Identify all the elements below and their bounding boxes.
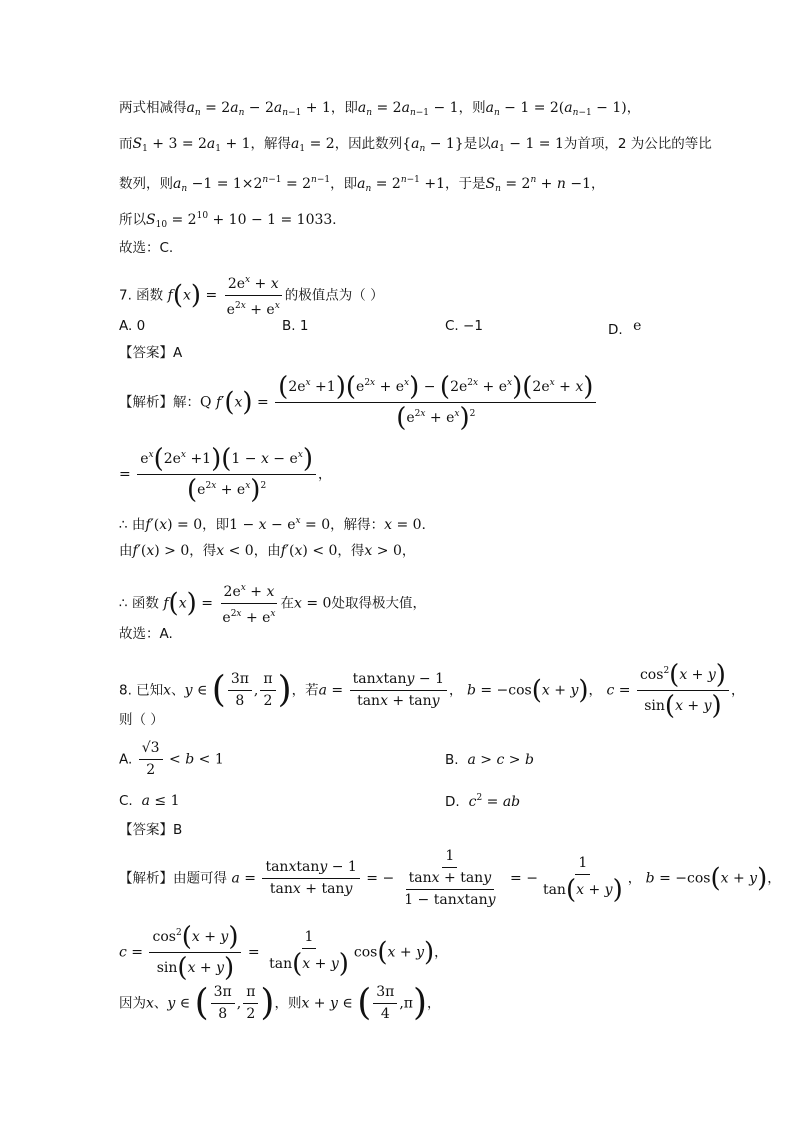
answer-q6: 故选：C. <box>119 240 174 256</box>
q8-range-line: 因为x、y ∈ ( $\frac{3\pi}{8}$ , $\frac{\pi}{2}$ )，则x + y ∈ ( $\frac{3\pi}{4}$ ,π)， <box>119 982 441 1024</box>
q8-option-c: C. a ≤ 1 <box>119 793 180 809</box>
q8-answer: 【答案】B <box>119 822 183 838</box>
q7-derivative-line: 【解析】解：Q f′(x) = $\frac{(2e^x +1)(e^{2x} + e^x) - (2e^{2x} + e^x)(2e^x + x)}{(e^{2x} + e^x)^2}$ <box>119 374 598 431</box>
answer-q7: 故选：A. <box>119 626 173 642</box>
q7-answer: 【答案】A <box>119 345 183 361</box>
q7-monotonic-line: 由f′(x) > 0，得x < 0，由f′(x) < 0，得x > 0， <box>119 543 416 559</box>
q8-option-b: B. a > c > b <box>445 752 534 768</box>
q8-solution-a-b: 【解析】由题可得 a = $\frac{\text{tanxtany − 1}}{\tan x + \tan y}$ = − $\frac{1}{\frac{\tan x + \tan y}{\text{1 − tanxtany}}}$ = − $\frac{1}{\tan(x + y)}$ ， b = −cos(x + y)， <box>119 848 781 908</box>
q7-root-line: ∴ 由f′(x) = 0，即$1 - x - e^x = 0$，解得：x = 0． <box>119 516 436 533</box>
question-8: 8. 已知x、y ∈ ( $\frac{3\pi}{8}$ , $\frac{\pi}{2}$ )，若a = $\frac{\text{tanxtany − 1}}{\tan x + \tan y}$ ， b = −cos(x + y)， c = $\frac{\cos^2(x + y)}{\sin(x + y)}$ ， <box>119 660 745 721</box>
q8-option-d: D. $c^2$ = ab <box>445 793 521 810</box>
q7-option-b: B. 1 <box>282 318 309 334</box>
q7-option-d: D. e <box>608 318 642 338</box>
q8-then: 则（ ） <box>119 712 164 728</box>
line-first-term: 而$S_1 + 3 = 2a_1 + 1$，解得$a_1 = 2$，因此数列$\{a_n - 1\}$是以$a_1 - 1 = 1$为首项，2 为公比的等比 <box>119 136 712 154</box>
q7-option-c: C. −1 <box>445 318 483 334</box>
fraction-f: $\frac{2e^x + x}{e^{2x} + e^x}$ <box>224 272 283 319</box>
question-7: 7. 函数 f(x) = $\frac{2e^x + x}{e^{2x} + e^x}$ 的极值点为（ ） <box>119 272 384 319</box>
q7-option-a: A. 0 <box>119 318 146 334</box>
line-recurrence: 两式相减得$a_n = 2a_n - 2a_{n-1} + 1$，即$a_n = 2a_{n-1} - 1$，则$a_n - 1 = 2(a_{n-1} - 1)$， <box>119 100 641 118</box>
q8-option-a: A. $\frac{√3}{2}$ < b < 1 <box>119 740 224 778</box>
simplified-fraction: $\frac{e^x(2e^x +1)(1 - x - e^x)}{(e^{2x} + e^x)^2}$ <box>137 446 316 503</box>
line-general-term: 数列，则$a_n -1 = 1\times 2^{n-1} = 2^{n-1}$，即$a_n = 2^{n-1} +1$，于是$S_n = 2^n + n -1$， <box>119 175 605 194</box>
line-s10: 所以$S_{10} = 2^{10} + 10 - 1 = 1033$． <box>119 211 346 230</box>
q8-solution-c: c = $\frac{\cos^2(x + y)}{\sin(x + y)}$ = $\frac{1}{\tan(x + y)}$ cos(x + y)， <box>119 922 448 983</box>
q7-conclusion-line: ∴ 函数 f(x) = $\frac{2e^x + x}{e^{2x} + e^x}$ 在x = 0处取得极大值， <box>119 580 426 627</box>
q7-simplified-line: = $\frac{e^x(2e^x +1)(1 - x - e^x)}{(e^{2x} + e^x)^2}$ ， <box>119 444 332 505</box>
derivative-fraction: $\frac{(2e^x +1)(e^{2x} + e^x) - (2e^{2x} + e^x)(2e^x + x)}{(e^{2x} + e^x)^2}$ <box>275 374 596 431</box>
